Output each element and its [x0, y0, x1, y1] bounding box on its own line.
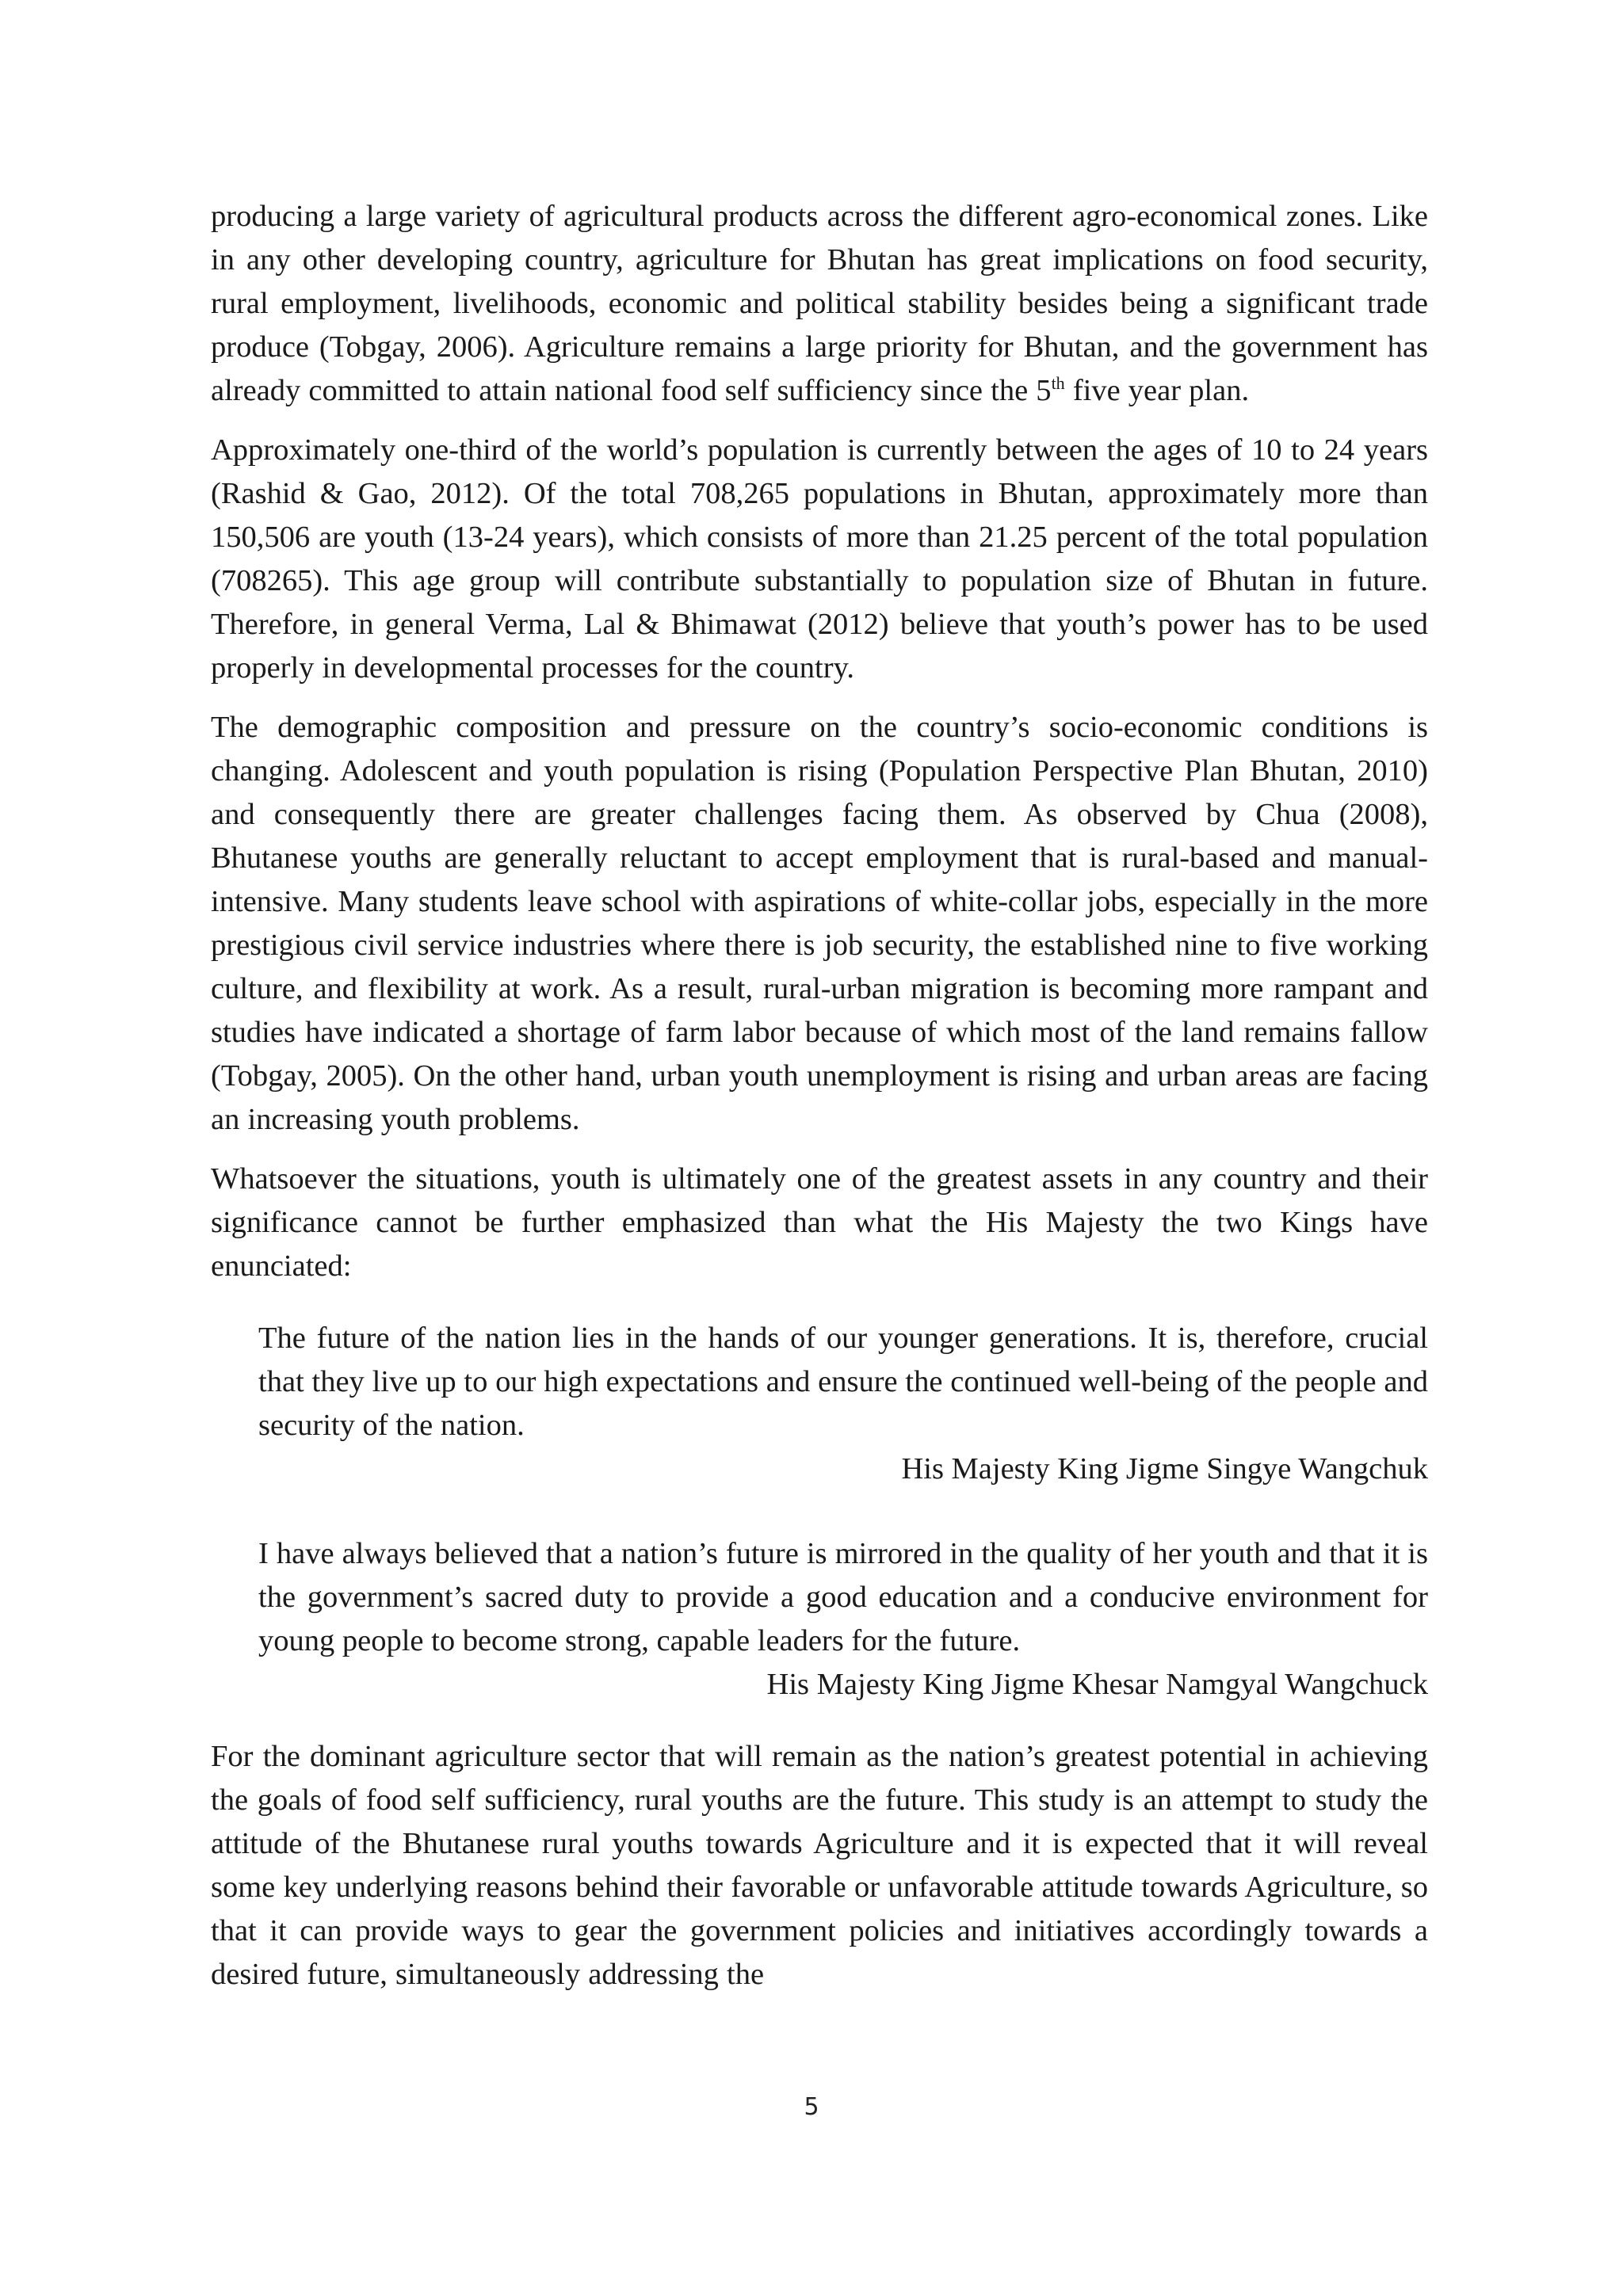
- quote-text: The future of the nation lies in the hands of our younger generations. It is, therefore, crucial that they live up to our high expectations and ensure the continued well-being of the people and security of the nation.: [258, 1322, 1428, 1442]
- block-quote-second: [258, 1532, 1428, 1707]
- paragraph-agriculture-tail: five year plan.: [1064, 374, 1250, 407]
- quote-attribution: His Majesty King Jigme Khesar Namgyal Wangchuck: [766, 1668, 1428, 1701]
- paragraph-demographic-composition: The demographic composition and pressure on the country’s socio-economic conditions is changing. Adolescent and youth population is rising (Population Perspective Plan Bhutan, 2010) and consequently there are greater challenges facing them. As observed by Chua (2008), Bhutanese youths are generally reluctant to accept employment that is rural-based and manual-intensive. Many students leave school with aspirations of white-collar jobs, especially in the more prestigious civil service industries where there is job security, the established nine to five working culture, and flexibility at work. As a result, rural-urban migration is becoming more rampant and studies have indicated a shortage of farm labor because of which most of the land remains fallow (Tobgay, 2005). On the other hand, urban youth unemployment is rising and urban areas are facing an increasing youth problems.: [211, 711, 1428, 1136]
- paragraph-closing: For the dominant agriculture sector that will remain as the nation’s greatest potential in achieving the goals of food self sufficiency, rural youths are the future. This study is an attempt to study the attitude of the Bhutanese rural youths towards Agriculture and it is expected that it will reveal some key underlying reasons behind their favorable or unfavorable attitude towards Agriculture, so that it can provide ways to gear the government policies and initiatives accordingly towards a desired future, simultaneously addressing the: [211, 1740, 1428, 1991]
- paragraph-agriculture-text: producing a large variety of agricultural products across the different agro-economical zones. Like in any other developing country, agriculture for Bhutan has great implications on food security, rural employment, livelihoods, economic and political stability besides being a significant trade produce (Tobgay, 2006). Agriculture remains a large priority for Bhutan, and the government has already committed to attain national food self sufficiency since the 5: [211, 200, 1428, 407]
- block-quote-first: [258, 1317, 1428, 1491]
- page-number: 5: [804, 2093, 819, 2121]
- page-body: [211, 195, 1428, 2012]
- ordinal-superscript: th: [1051, 373, 1065, 394]
- paragraph-youth-assets: Whatsoever the situations, youth is ultimately one of the greatest assets in any country and their significance cannot be further emphasized than what the His Majesty the two Kings have enunciated:: [211, 1162, 1428, 1283]
- quote-text: I have always believed that a nation’s future is mirrored in the quality of her youth and that it is the government’s sacred duty to provide a good education and a conducive environment for young people to become strong, capable leaders for the future.: [258, 1537, 1428, 1657]
- paragraph-agriculture-priority: [211, 195, 1428, 413]
- quote-attribution: His Majesty King Jigme Singye Wangchuk: [901, 1452, 1428, 1486]
- paragraph-youth-population: Approximately one-third of the world’s population is currently between the ages of 10 to 24 years (Rashid & Gao, 2012). Of the total 708,265 populations in Bhutan, approximately more than 150,506 are youth (13-24 years), which consists of more than 21.25 percent of the total population (708265). This age group will contribute substantially to population size of Bhutan in future. Therefore, in general Verma, Lal & Bhimawat (2012) believe that youth’s power has to be used properly in developmental processes for the country.: [211, 433, 1428, 685]
